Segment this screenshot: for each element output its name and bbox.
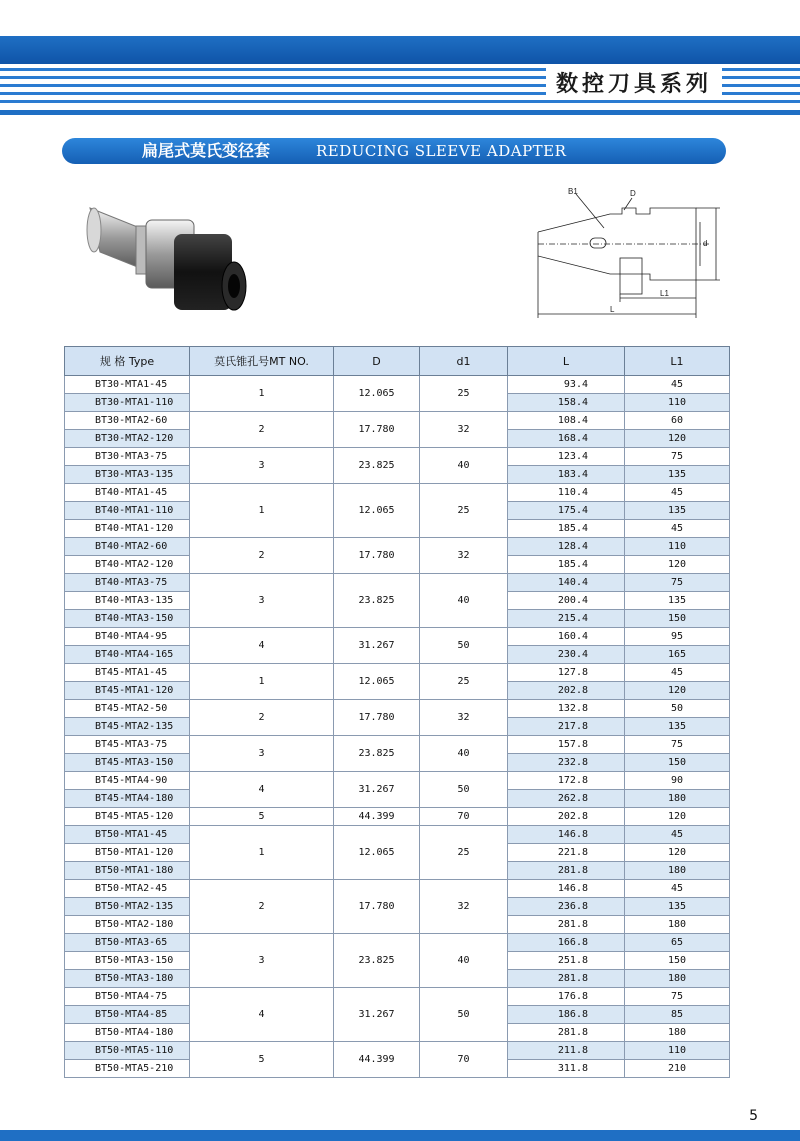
table-row [65,574,730,592]
label-b1: B1 [568,187,578,196]
cell-mt-no: 5 [190,1042,334,1078]
cell-l1: 120 [625,556,730,574]
cell-type: BT40-MTA1-45 [65,484,190,502]
cell-d1: 40 [420,574,508,628]
cell-l1: 90 [625,772,730,790]
cell-mt-no: 4 [190,772,334,808]
cell-l1: 135 [625,592,730,610]
cell-l1: 95 [625,628,730,646]
table-row [65,664,730,682]
cell-d1: 50 [420,988,508,1042]
cell-mt-no: 5 [190,808,334,826]
cell-d1: 40 [420,934,508,988]
cell-type: BT30-MTA1-45 [65,376,190,394]
cell-type: BT40-MTA2-60 [65,538,190,556]
cell-d1: 32 [420,700,508,736]
cell-l: 168.4 [508,430,625,448]
cell-l: 215.4 [508,610,625,628]
cell-l: 127.8 [508,664,625,682]
cell-mt-no: 4 [190,988,334,1042]
cell-l: 202.8 [508,682,625,700]
table-row [65,808,730,826]
cell-l1: 45 [625,484,730,502]
cell-l1: 75 [625,736,730,754]
technical-drawing [520,178,735,326]
cell-d: 17.780 [334,700,420,736]
cell-l: 281.8 [508,916,625,934]
cell-type: BT30-MTA3-135 [65,466,190,484]
cell-l1: 210 [625,1060,730,1078]
cell-l: 281.8 [508,862,625,880]
cell-type: BT45-MTA5-120 [65,808,190,826]
cell-l1: 75 [625,574,730,592]
cell-d: 23.825 [334,574,420,628]
table-row [65,934,730,952]
header-top-band [0,36,800,64]
cell-type: BT40-MTA1-110 [65,502,190,520]
cell-type: BT45-MTA1-120 [65,682,190,700]
label-d-upper: D [630,189,636,198]
cell-l1: 65 [625,934,730,952]
cell-l1: 180 [625,1024,730,1042]
cell-type: BT50-MTA2-45 [65,880,190,898]
cell-l1: 150 [625,610,730,628]
cell-l: 110.4 [508,484,625,502]
table-row [65,700,730,718]
table-row [65,736,730,754]
cell-l: 140.4 [508,574,625,592]
table-row [65,826,730,844]
cell-l1: 110 [625,1042,730,1060]
cell-l: 236.8 [508,898,625,916]
header-d: D [334,347,420,376]
cell-type: BT45-MTA3-75 [65,736,190,754]
cell-type: BT50-MTA4-85 [65,1006,190,1024]
cell-l: 128.4 [508,538,625,556]
section-title-cn: 扁尾式莫氏变径套 [142,141,271,160]
cell-d: 12.065 [334,376,420,412]
cell-d1: 40 [420,736,508,772]
cell-l1: 135 [625,466,730,484]
cell-l: 200.4 [508,592,625,610]
cell-mt-no: 3 [190,736,334,772]
cell-l1: 45 [625,826,730,844]
header-under-band [0,110,800,115]
table-row [65,1042,730,1060]
table-header-row [65,347,730,376]
cell-l1: 135 [625,898,730,916]
cell-l1: 50 [625,700,730,718]
cell-d1: 25 [420,484,508,538]
cell-l: 281.8 [508,1024,625,1042]
cell-d: 17.780 [334,880,420,934]
cell-l: 281.8 [508,970,625,988]
cell-d1: 50 [420,772,508,808]
cell-l1: 120 [625,844,730,862]
cell-type: BT50-MTA5-210 [65,1060,190,1078]
cell-mt-no: 2 [190,700,334,736]
header-d1: d1 [420,347,508,376]
cell-d: 44.399 [334,808,420,826]
header-l: L [508,347,625,376]
cell-l: 157.8 [508,736,625,754]
cell-l: 176.8 [508,988,625,1006]
cell-l1: 120 [625,808,730,826]
cell-l1: 165 [625,646,730,664]
cell-mt-no: 3 [190,574,334,628]
cell-mt-no: 1 [190,484,334,538]
cell-type: BT45-MTA2-50 [65,700,190,718]
cell-l1: 120 [625,682,730,700]
label-l: L [610,305,615,314]
table-body [65,376,730,1078]
cell-type: BT50-MTA2-180 [65,916,190,934]
cell-type: BT30-MTA1-110 [65,394,190,412]
cell-d1: 40 [420,448,508,484]
cell-d: 31.267 [334,988,420,1042]
cell-type: BT45-MTA3-150 [65,754,190,772]
cell-type: BT30-MTA2-60 [65,412,190,430]
cell-l1: 180 [625,970,730,988]
cell-l1: 45 [625,520,730,538]
cell-l1: 45 [625,880,730,898]
cell-type: BT50-MTA1-120 [65,844,190,862]
cell-l: 146.8 [508,826,625,844]
cell-l1: 85 [625,1006,730,1024]
cell-d1: 32 [420,412,508,448]
header-type: 规 格 Type [65,347,190,376]
cell-mt-no: 1 [190,376,334,412]
cell-l: 160.4 [508,628,625,646]
cell-type: BT40-MTA3-150 [65,610,190,628]
cell-type: BT50-MTA4-180 [65,1024,190,1042]
cell-l: 175.4 [508,502,625,520]
cell-l: 185.4 [508,520,625,538]
cell-d1: 70 [420,1042,508,1078]
cell-type: BT50-MTA5-110 [65,1042,190,1060]
table-row [65,628,730,646]
cell-type: BT40-MTA3-135 [65,592,190,610]
cell-l: 311.8 [508,1060,625,1078]
cell-type: BT45-MTA1-45 [65,664,190,682]
cell-l1: 110 [625,538,730,556]
cell-l1: 135 [625,718,730,736]
cell-mt-no: 4 [190,628,334,664]
cell-l: 230.4 [508,646,625,664]
cell-type: BT30-MTA3-75 [65,448,190,466]
product-photo [78,190,258,340]
cell-l1: 180 [625,790,730,808]
section-title-en: REDUCING SLEEVE ADAPTER [316,142,567,160]
cell-l1: 75 [625,448,730,466]
cell-l: 221.8 [508,844,625,862]
table-row [65,538,730,556]
table-row [65,376,730,394]
cell-l: 93.4 [508,376,625,394]
cell-d: 17.780 [334,538,420,574]
cell-type: BT45-MTA2-135 [65,718,190,736]
cell-l: 202.8 [508,808,625,826]
cell-d1: 25 [420,664,508,700]
cell-l: 211.8 [508,1042,625,1060]
table-row [65,448,730,466]
cell-mt-no: 1 [190,664,334,700]
cell-l1: 150 [625,754,730,772]
table-row [65,880,730,898]
cell-l1: 180 [625,916,730,934]
cell-l: 146.8 [508,880,625,898]
cell-l: 251.8 [508,952,625,970]
table-row [65,484,730,502]
spec-table [64,346,730,1078]
cell-l: 186.8 [508,1006,625,1024]
cell-d: 12.065 [334,826,420,880]
cell-l: 185.4 [508,556,625,574]
cell-d: 17.780 [334,412,420,448]
cell-d: 23.825 [334,934,420,988]
cell-d1: 50 [420,628,508,664]
cell-l: 172.8 [508,772,625,790]
header-mt-no: 莫氏锥孔号MT NO. [190,347,334,376]
cell-d: 12.065 [334,664,420,700]
cell-l: 262.8 [508,790,625,808]
cell-l: 217.8 [508,718,625,736]
cell-type: BT50-MTA3-65 [65,934,190,952]
cell-type: BT30-MTA2-120 [65,430,190,448]
table-row [65,988,730,1006]
cell-l1: 120 [625,430,730,448]
cell-l: 108.4 [508,412,625,430]
cell-type: BT40-MTA1-120 [65,520,190,538]
cell-mt-no: 2 [190,538,334,574]
cell-mt-no: 2 [190,880,334,934]
header-l1: L1 [625,347,730,376]
cell-d: 12.065 [334,484,420,538]
cell-l: 132.8 [508,700,625,718]
cell-l: 183.4 [508,466,625,484]
cell-d1: 32 [420,880,508,934]
cell-type: BT40-MTA3-75 [65,574,190,592]
cell-d1: 25 [420,376,508,412]
table-row [65,772,730,790]
cell-l1: 180 [625,862,730,880]
cell-type: BT40-MTA4-95 [65,628,190,646]
cell-mt-no: 3 [190,448,334,484]
cell-d: 31.267 [334,772,420,808]
cell-l1: 150 [625,952,730,970]
table-row [65,412,730,430]
cell-type: BT50-MTA2-135 [65,898,190,916]
cell-mt-no: 2 [190,412,334,448]
page-number: 5 [749,1108,758,1124]
cell-d1: 70 [420,808,508,826]
cell-type: BT50-MTA3-180 [65,970,190,988]
cell-d1: 25 [420,826,508,880]
footer-band [0,1130,800,1141]
catalog-title: 数控刀具系列 [546,68,722,100]
label-l1: L1 [660,289,669,298]
cell-type: BT40-MTA2-120 [65,556,190,574]
cell-type: BT50-MTA1-45 [65,826,190,844]
cell-mt-no: 1 [190,826,334,880]
cell-l1: 135 [625,502,730,520]
cell-l1: 110 [625,394,730,412]
cell-d1: 32 [420,538,508,574]
cell-l1: 45 [625,376,730,394]
cell-l1: 60 [625,412,730,430]
cell-l1: 45 [625,664,730,682]
cell-type: BT50-MTA3-150 [65,952,190,970]
cell-l: 123.4 [508,448,625,466]
cell-type: BT40-MTA4-165 [65,646,190,664]
cell-type: BT50-MTA4-75 [65,988,190,1006]
cell-d: 31.267 [334,628,420,664]
cell-d: 23.825 [334,448,420,484]
cell-l: 158.4 [508,394,625,412]
cell-mt-no: 3 [190,934,334,988]
cell-d: 44.399 [334,1042,420,1078]
label-d1: d [703,239,708,248]
cell-d: 23.825 [334,736,420,772]
cell-type: BT45-MTA4-90 [65,772,190,790]
cell-type: BT45-MTA4-180 [65,790,190,808]
cell-l: 232.8 [508,754,625,772]
cell-l1: 75 [625,988,730,1006]
cell-type: BT50-MTA1-180 [65,862,190,880]
cell-l: 166.8 [508,934,625,952]
